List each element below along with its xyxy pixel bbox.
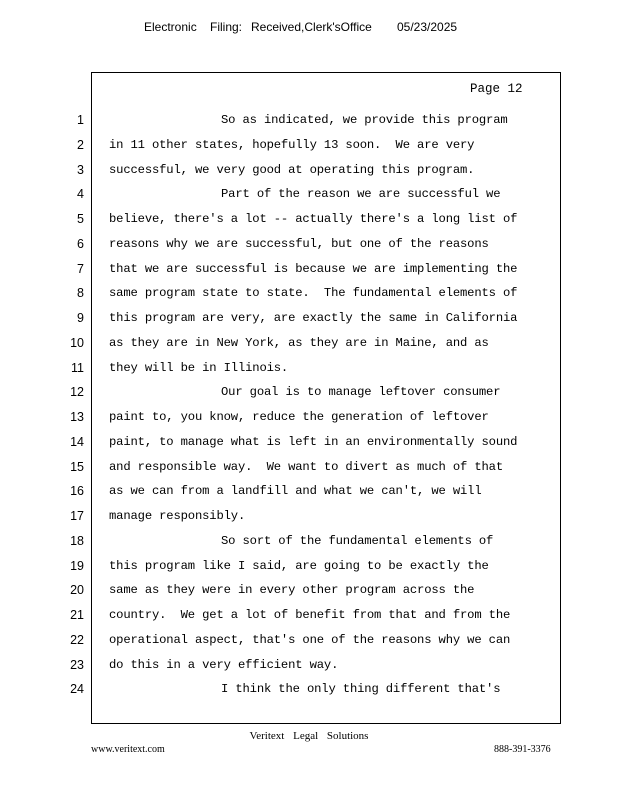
line-text: that we are successful is because we are implementing the	[109, 261, 518, 276]
line-text: paint to, you know, reduce the generation of leftover	[109, 410, 489, 424]
line-text: country. We get a lot of benefit from that and from the	[109, 608, 511, 622]
line-text: same as they were in every other program across the	[109, 583, 475, 598]
transcript-line	[0, 408, 618, 426]
line-text: in 11 other states, hopefully 13 soon. We are very	[109, 137, 475, 152]
transcript-line	[0, 383, 618, 401]
transcript-line	[0, 334, 618, 352]
filing-header	[0, 20, 618, 36]
transcript-line	[0, 557, 618, 575]
line-text: and responsible way. We want to divert as much of that	[109, 459, 504, 474]
line-number: 22	[70, 632, 84, 647]
transcript-line	[0, 260, 618, 278]
footer-phone: 888-391-3376	[494, 744, 551, 755]
line-number: 5	[77, 212, 84, 226]
line-number: 13	[70, 410, 84, 424]
line-text: Our goal is to manage leftover consumer	[221, 385, 501, 400]
filing-label: Filing:	[210, 20, 243, 34]
transcript-line	[0, 235, 618, 253]
transcript-line	[0, 532, 618, 550]
line-text: they will be in Illinois.	[109, 360, 289, 375]
line-number: 24	[70, 682, 84, 697]
line-text: operational aspect, that's one of the reasons why we can	[109, 632, 511, 647]
line-number: 14	[70, 434, 84, 449]
line-text: manage responsibly.	[109, 509, 246, 523]
line-number: 12	[70, 385, 84, 400]
line-number: 21	[70, 608, 84, 622]
line-number: 3	[77, 162, 84, 177]
line-text: So sort of the fundamental elements of	[221, 533, 494, 548]
line-number: 17	[70, 509, 84, 523]
footer-company: Veritext Legal Solutions	[249, 730, 369, 742]
filing-electronic: Electronic	[144, 20, 197, 34]
line-number: 18	[70, 533, 84, 548]
transcript-line	[0, 309, 618, 327]
transcript-line	[0, 680, 618, 698]
transcript-line	[0, 284, 618, 302]
transcript-line	[0, 359, 618, 377]
footer-website: www.veritext.com	[91, 744, 165, 755]
transcript-line	[0, 136, 618, 154]
line-text: paint, to manage what is left in an environmentally sound	[109, 434, 518, 449]
line-number: 7	[77, 261, 84, 276]
line-number: 4	[77, 187, 84, 202]
line-number: 19	[70, 558, 84, 573]
line-number: 23	[70, 657, 84, 672]
line-text: same program state to state. The fundamental elements of	[109, 286, 518, 301]
line-text: Part of the reason we are successful we	[221, 187, 501, 202]
transcript-line	[0, 606, 618, 624]
transcript-line	[0, 656, 618, 674]
line-number: 9	[77, 311, 84, 325]
line-text: So as indicated, we provide this program	[221, 113, 508, 127]
transcript-line	[0, 458, 618, 476]
transcript-line	[0, 581, 618, 599]
transcript-line	[0, 185, 618, 203]
line-number: 10	[70, 335, 84, 350]
line-number: 6	[77, 236, 84, 251]
transcript-line	[0, 210, 618, 228]
line-text: this program like I said, are going to be exactly the	[109, 558, 489, 573]
transcript-line	[0, 482, 618, 500]
line-number: 15	[70, 459, 84, 474]
line-number: 1	[77, 113, 84, 127]
line-number: 16	[70, 484, 84, 499]
line-text: believe, there's a lot -- actually there's a long list of	[109, 212, 518, 226]
line-text: I think the only thing different that's	[221, 682, 501, 697]
transcript-line	[0, 433, 618, 451]
line-text: successful, we very good at operating this program.	[109, 162, 475, 177]
line-number: 8	[77, 286, 84, 301]
line-text: this program are very, are exactly the same in California	[109, 311, 518, 325]
transcript-line	[0, 507, 618, 525]
line-number: 2	[77, 137, 84, 152]
filing-date: 05/23/2025	[397, 20, 458, 34]
line-text: as they are in New York, as they are in Maine, and as	[109, 335, 489, 350]
filing-received: Received,Clerk'sOffice	[251, 20, 372, 34]
line-number: 20	[70, 583, 84, 598]
transcript-line	[0, 161, 618, 179]
line-text: as we can from a landfill and what we can't, we will	[109, 484, 482, 499]
page-number: Page 12	[470, 82, 523, 96]
line-text: do this in a very efficient way.	[109, 657, 339, 672]
line-text: reasons why we are successful, but one of the reasons	[109, 236, 489, 251]
transcript-line	[0, 631, 618, 649]
line-number: 11	[71, 360, 84, 375]
transcript-line	[0, 111, 618, 129]
